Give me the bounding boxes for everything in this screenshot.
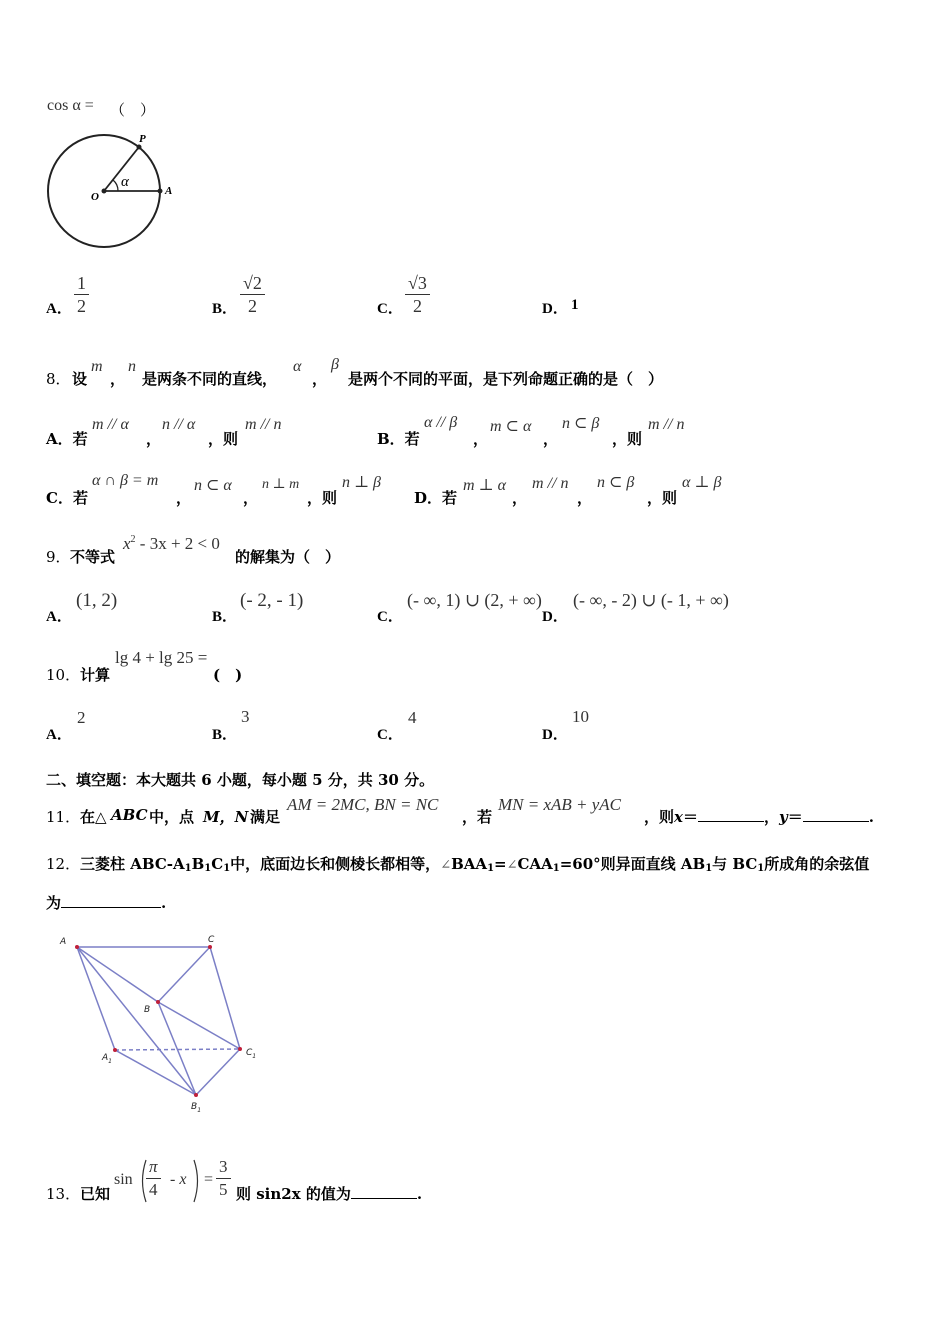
point-c — [208, 945, 212, 949]
right-paren-icon — [192, 1158, 202, 1204]
q12-line-1 — [80, 853, 869, 874]
point-c1 — [238, 1047, 242, 1051]
q13-three-fifths — [216, 1157, 231, 1200]
q12-prism-figure — [50, 928, 280, 1120]
q13-end: . — [416, 1185, 423, 1203]
q8-option-b-math-1: α // β — [424, 414, 458, 431]
q7-unit-circle-figure — [44, 128, 184, 254]
q8-option-c-comma-2: ， — [243, 489, 259, 507]
q8-option-d-comma-3: ，则 — [647, 489, 678, 507]
q7-stem-math: cos α = — [47, 97, 94, 114]
label-a1: $A_1$ — [102, 1053, 112, 1065]
q11-var-y: y — [779, 808, 788, 826]
q7-paren: （ ） — [110, 101, 156, 119]
q8-var-n: n — [128, 358, 136, 375]
q13-sin: sin — [114, 1171, 133, 1188]
q12-text-7: CAA — [517, 855, 553, 873]
q13-equals: = — [204, 1171, 214, 1188]
fraction-denominator: 2 — [412, 296, 422, 316]
q13-minus-x: - x — [170, 1171, 187, 1188]
q9-option-b-label: B． — [212, 609, 238, 625]
q12-sub-6: 1 — [705, 863, 713, 874]
q13-pi-over-4 — [146, 1157, 161, 1200]
q12-line-2 — [46, 892, 166, 913]
edge-bb1 — [158, 1002, 196, 1095]
q9-inequality-rest: - 3x + 2 < 0 — [135, 534, 220, 553]
q7-option-b-label: B． — [212, 301, 238, 317]
section-2-title: 二、填空题：本大题共 6 小题，每小题 5 分，共 30 分。 — [46, 771, 435, 789]
q12-text-10: 所成角的余弦值 — [764, 855, 870, 873]
point-o — [102, 189, 107, 194]
segment-ab1 — [77, 947, 196, 1095]
q9-option-c-label: C． — [377, 609, 403, 625]
q12-text-6: = — [494, 855, 507, 873]
q10-option-b-label: B． — [212, 727, 238, 743]
q12-text-1: 三菱柱 ABC-A — [80, 855, 185, 873]
fraction-denominator: 4 — [149, 1180, 158, 1199]
q13-text-2: 则 sin2x 的值为 — [236, 1185, 351, 1203]
q8-sep-2: ， — [312, 370, 328, 388]
angle-arc — [113, 180, 118, 191]
q8-option-b-comma-1: ， — [473, 430, 489, 448]
q11-expression-2: MN = xAB + yAC — [498, 795, 622, 814]
q9-inequality — [123, 534, 220, 554]
q10-paren: ( ) — [213, 666, 243, 684]
q12-text-8: =60°则异面直线 AB — [559, 855, 706, 873]
q11-var-x: x — [674, 808, 683, 826]
q11-blank-x[interactable] — [698, 807, 764, 822]
q11-answer-line — [644, 806, 874, 827]
q12-line-2-text: 为 — [46, 894, 62, 912]
label-o: O — [91, 191, 99, 203]
q12-text-4: 中，底面边长和侧棱长都相等， — [230, 855, 441, 873]
label-a: A — [165, 185, 173, 197]
edge-aa1 — [77, 947, 115, 1050]
q8-text-2: 是两条不同的直线， — [142, 370, 278, 388]
q12-sub-5: 1 — [552, 863, 560, 874]
q10-option-c-value: 4 — [408, 708, 417, 727]
label-p: P — [139, 133, 146, 145]
q11-text-6: ， — [763, 808, 779, 826]
q8-sep-1: ， — [110, 370, 126, 388]
fraction-denominator: 2 — [77, 296, 86, 316]
q10-option-b-value: 3 — [241, 707, 250, 726]
q7-option-d-label: D． — [542, 301, 568, 317]
q8-option-c-math-1: α ∩ β = m — [92, 472, 159, 489]
q9-option-b-math: (- 2, - 1) — [240, 590, 304, 611]
fraction-denominator: 5 — [219, 1180, 228, 1199]
q7-option-a-fraction — [74, 273, 89, 316]
edge-ab — [77, 947, 158, 1002]
q8-option-b-math-3: n ⊂ β — [562, 415, 600, 432]
q8-option-d-math-4: α ⊥ β — [682, 474, 722, 491]
q9-option-a-math: (1, 2) — [76, 590, 118, 611]
q10-number: 10． — [46, 666, 81, 684]
edge-b1c1 — [196, 1049, 240, 1095]
q9-exponent: 2 — [130, 534, 136, 545]
q8-option-a-comma-1: ， — [146, 430, 162, 448]
q8-option-a-math-2: n // α — [162, 416, 196, 433]
fraction-numerator: √3 — [405, 273, 430, 295]
q8-option-c-label: C．若 — [46, 489, 88, 507]
q10-expression: lg 4 + lg 25 = — [115, 648, 208, 667]
q8-option-b-comma-2: ， — [543, 430, 559, 448]
q9-number: 9． — [46, 548, 71, 566]
q11-number: 11． — [46, 808, 81, 826]
q8-option-b-math-2: m ⊂ α — [490, 418, 532, 435]
q8-option-c-math-2: n ⊂ α — [194, 477, 232, 494]
q11-eq-2: ＝ — [787, 808, 803, 826]
q10-option-a-value: 2 — [77, 708, 86, 727]
fraction-numerator: 1 — [74, 273, 89, 295]
q8-option-a-math-3: m // n — [245, 416, 282, 433]
point-b1 — [194, 1093, 198, 1097]
q7-option-c-label: C． — [377, 301, 403, 317]
q8-var-beta: β — [331, 356, 339, 373]
label-alpha: α — [121, 174, 129, 190]
q12-sub-1: 1 — [184, 863, 192, 874]
point-a — [75, 945, 79, 949]
label-a: A — [60, 937, 67, 947]
edge-bc — [158, 947, 210, 1002]
q8-var-m: m — [91, 358, 103, 375]
q12-sub-4: 1 — [487, 863, 495, 874]
q7-option-d-value: 1 — [571, 297, 579, 313]
q11-text-3: 满足 — [250, 808, 281, 826]
q11-mn: M，N — [203, 808, 249, 826]
q8-option-d-label: D．若 — [414, 489, 458, 507]
point-b — [156, 1000, 160, 1004]
q8-option-a-comma-2: ，则 — [208, 430, 239, 448]
q8-option-d-math-3: n ⊂ β — [597, 474, 635, 491]
q12-number: 12． — [46, 855, 81, 873]
q12-text-3: C — [211, 855, 224, 873]
angle-symbol-1: ∠ — [440, 858, 452, 873]
q11-end: . — [868, 808, 874, 826]
q9-option-a-label: A． — [46, 609, 72, 625]
q11-text-1: 在△ — [80, 808, 107, 826]
q8-option-c-comma-3: ，则 — [307, 489, 338, 507]
q13-answer-line — [236, 1183, 422, 1204]
fraction-denominator: 2 — [247, 296, 257, 316]
q10-option-d-value: 10 — [572, 707, 589, 726]
q8-text-1: 设 — [72, 370, 88, 388]
q9-option-d-label: D． — [542, 609, 568, 625]
q11-eq-1: ＝ — [682, 808, 698, 826]
q10-option-c-label: C． — [377, 727, 403, 743]
q8-option-b-comma-3: ，则 — [612, 430, 643, 448]
q12-answer-blank[interactable] — [61, 893, 161, 908]
q9-option-c-math: (- ∞, 1) ∪ (2, + ∞) — [407, 590, 542, 610]
point-a1 — [113, 1048, 117, 1052]
q10-text-1: 计算 — [80, 666, 111, 684]
q12-text-9: 与 BC — [712, 855, 758, 873]
label-c1: $C_1$ — [246, 1048, 257, 1060]
q11-text-4: ，若 — [462, 808, 493, 826]
q8-option-b-math-4: m // n — [648, 416, 685, 433]
label-c: C — [208, 935, 215, 945]
q12-end: . — [161, 894, 167, 912]
q13-text-1: 已知 — [80, 1185, 111, 1203]
q8-option-a-math-1: m // α — [92, 416, 129, 433]
q8-number: 8． — [46, 370, 71, 388]
q7-option-c-fraction — [405, 273, 430, 316]
q9-option-d-math: (- ∞, - 2) ∪ (- 1, + ∞) — [573, 590, 729, 610]
q13-number: 13． — [46, 1185, 81, 1203]
q11-blank-y[interactable] — [803, 807, 869, 822]
q12-text-5: BAA — [451, 855, 488, 873]
q12-text-2: B — [191, 855, 205, 873]
q7-option-b-fraction — [240, 273, 265, 316]
q7-option-a-label: A． — [46, 301, 72, 317]
q10-option-d-label: D． — [542, 727, 568, 743]
fraction-numerator: √2 — [240, 273, 265, 295]
q8-option-a-label: A．若 — [46, 430, 88, 448]
q9-text-1: 不等式 — [70, 548, 116, 566]
q12-sub-3: 1 — [223, 863, 231, 874]
edge-a1b1 — [115, 1050, 196, 1095]
q8-option-d-math-2: m // n — [532, 475, 569, 492]
q10-option-a-label: A． — [46, 727, 72, 743]
point-a — [158, 189, 163, 194]
q11-abc: ABC — [111, 806, 148, 824]
q8-text-3: 是两个不同的平面，是下列命题正确的是（ ） — [348, 370, 664, 388]
q8-option-d-comma-2: ， — [577, 489, 593, 507]
q8-option-d-math-1: m ⊥ α — [463, 477, 506, 494]
q11-expression-1: AM = 2MC, BN = NC — [287, 795, 439, 814]
q9-text-2: 的解集为（ ） — [235, 548, 341, 566]
label-b1: $B_1$ — [191, 1102, 202, 1114]
angle-symbol-2: ∠ — [506, 858, 518, 873]
label-b: B — [144, 1005, 151, 1015]
point-p — [137, 145, 142, 150]
q11-text-5: ，则 — [644, 808, 675, 826]
q9-var-x: x — [123, 534, 131, 553]
q8-option-c-comma-1: ， — [176, 489, 192, 507]
fraction-numerator: π — [146, 1157, 161, 1179]
q8-option-c-math-3: n ⊥ m — [262, 477, 300, 492]
q12-sub-2: 1 — [204, 863, 212, 874]
q13-answer-blank[interactable] — [351, 1184, 417, 1199]
fraction-numerator: 3 — [216, 1157, 231, 1179]
q8-option-b-label: B．若 — [377, 430, 420, 448]
q8-var-alpha: α — [293, 358, 302, 375]
q8-option-c-math-4: n ⊥ β — [342, 474, 382, 491]
q12-sub-7: 1 — [757, 863, 765, 874]
q11-text-2: 中，点 — [149, 808, 195, 826]
q8-option-d-comma-1: ， — [512, 489, 528, 507]
